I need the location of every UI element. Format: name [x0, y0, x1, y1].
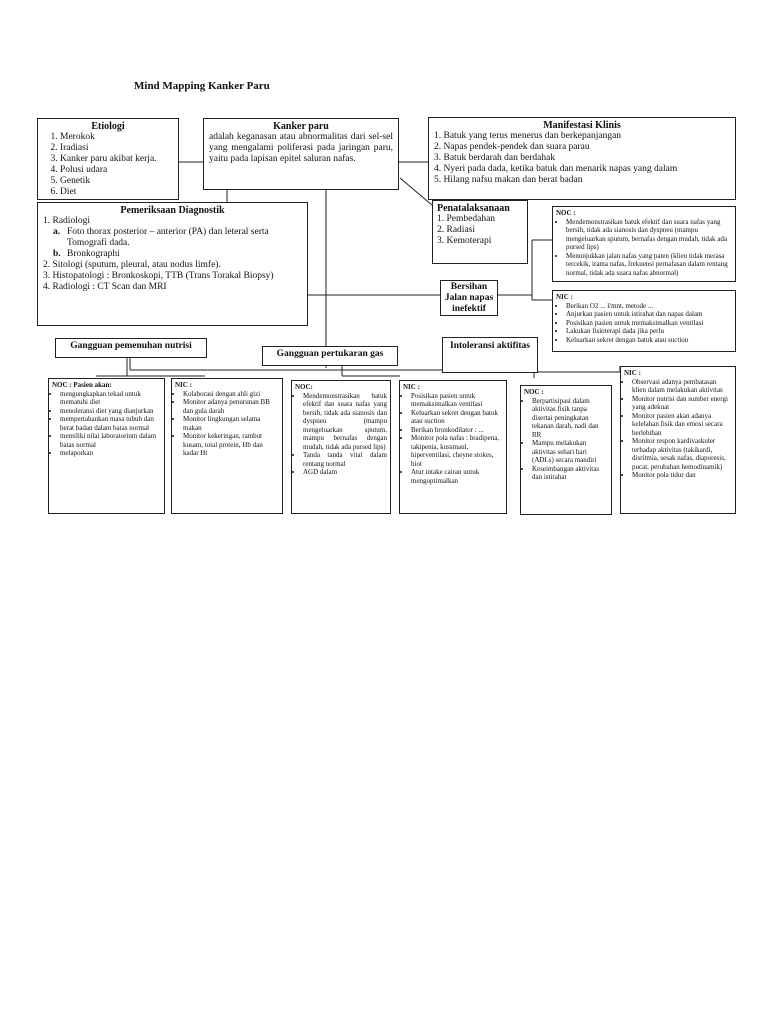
col4-item: • Posisikan pasien untuk memaksimalkan ventilasi	[411, 392, 503, 409]
sub-letter: a.	[53, 227, 61, 237]
col3-item: • Tanda tanda vital dalam rentang normal	[303, 451, 387, 468]
col4-heading: NIC :	[403, 383, 420, 391]
col5-item: • Keseimbangan aktivitas dan istirahat	[532, 465, 608, 482]
col1-heading: NOC : Pasien akan:	[52, 381, 112, 389]
col6-item: • Monitor respon kardivaskuler terhadap aktivitas (takikardi, disritmia, sesak nafas, diaporesis, pucat, perubahan hemodinamik)	[632, 437, 732, 471]
col4-item: • Keluarkan sekret dengan batuk atau suction	[411, 409, 503, 426]
nic-top-list	[556, 302, 732, 345]
penatalaksanaan-box	[432, 200, 528, 264]
gangguan-nutrisi-label: Gangguan pemenuhan nutrisi	[70, 341, 192, 351]
pemeriksaan-item: 2. Sitologi (sputum, pleural, atau nodus limfe).	[43, 260, 221, 270]
etiologi-item: 2. Iradiasi	[60, 143, 174, 154]
manifestasi-item: 4. Nyeri pada dada, ketika batuk dan menarik napas yang dalam	[434, 164, 678, 174]
col4-item: • Monitor pola nafas : bradipena, takipenia, kussmaul, hiperventilasi, cheyne stokes, biot	[411, 434, 503, 468]
etiologi-list	[42, 132, 174, 198]
col6-item: • Monitor pola tidur dan	[632, 471, 732, 480]
col2-heading: NIC :	[175, 381, 192, 389]
col5-item: • Berpartisipasi dalam aktivitas fisik tanpa disertai peningkatan tekanan darah, nadi dan RR	[532, 397, 608, 440]
pemeriksaan-item: 1. Radiologi	[43, 216, 90, 226]
col2-item: • Monitor kekeringan, rambut kusam, total protein, Hb dan kadar Ht	[183, 432, 279, 458]
col2-list	[175, 390, 279, 458]
pemeriksaan-item: 3. Histopatologi : Bronkoskopi, TTB (Trans Torakal Biopsy)	[43, 271, 274, 281]
nic-top-item: • Berikan O2 ... l/mnt, metode ...	[566, 302, 732, 311]
nic-top-item: • Posisikan pasien untuk memaksimalkan ventilasi	[566, 319, 732, 328]
pertukaran-nic-box	[399, 380, 507, 514]
nutrisi-noc-box	[48, 378, 165, 514]
col5-heading: NOC :	[524, 388, 544, 396]
manifestasi-item: 3. Batuk berdarah dan berdahak	[434, 153, 556, 163]
pemeriksaan-subitem	[43, 227, 302, 249]
col3-item: • AGD dalam	[303, 468, 387, 477]
manifestasi-heading: Manifestasi Klinis	[543, 120, 621, 131]
col6-heading: NIC :	[624, 369, 641, 377]
col2-item: • Kolaborasi dengan ahli gizi	[183, 390, 279, 399]
col6-item: • Observasi adanya pembatasan klien dalam melakukan aktivitas	[632, 378, 732, 395]
col1-item: • memiliki nilai laboratorium dalam batas normal	[60, 432, 161, 449]
manifestasi-item: 2. Napas pendek-pendek dan suara parau	[434, 142, 590, 152]
aktifitas-nic-box	[620, 366, 736, 514]
col1-list	[52, 390, 161, 458]
intoleransi-box	[442, 337, 538, 373]
nic-top-item: • Keluarkan sekret dengan batuk atau suction	[566, 336, 732, 345]
bersihan-label: Bersihan Jalan napas inefektif	[444, 282, 494, 314]
col6-list	[624, 378, 732, 480]
col1-item: • menoleransi diet yang dianjurkan	[60, 407, 161, 416]
gangguan-nutrisi-box	[55, 338, 207, 358]
manifestasi-item: 1. Batuk yang terus menerus dan berkepanjangan	[434, 131, 622, 141]
nic-top-item: • Lakukan fisioterapi dada jika perlu	[566, 327, 732, 336]
etiologi-heading: Etiologi	[91, 121, 125, 132]
etiologi-item: 6. Diet	[60, 187, 174, 198]
col6-item: • Monitor pasien akan adanya kelelahan fisik dan emosi secara berlebihan	[632, 412, 732, 438]
etiologi-item: 4. Polusi udara	[60, 165, 174, 176]
kanker-paru-box	[203, 118, 399, 190]
col2-item: • Monitor adanya penurunan BB dan gula darah	[183, 398, 279, 415]
col4-item: • Berikan bronkodilator : ...	[411, 426, 503, 435]
col3-heading: NOC:	[295, 383, 313, 391]
pertukaran-noc-box	[291, 380, 391, 514]
noc-top-list	[556, 218, 732, 278]
intoleransi-label: Intoleransi aktifitas	[450, 341, 530, 351]
nic-top-heading: NIC :	[556, 293, 573, 301]
manifestasi-box	[428, 117, 736, 200]
kanker-heading: Kanker paru	[273, 121, 329, 132]
page-title: Mind Mapping Kanker Paru	[134, 80, 270, 92]
col5-list	[524, 397, 608, 482]
bersihan-jalan-napas-box	[440, 280, 498, 316]
etiologi-item: 5. Genetik	[60, 176, 174, 187]
col1-item: • melaporkan	[60, 449, 161, 458]
col4-item: • Atur intake cairan untuk mengoptimalkan	[411, 468, 503, 485]
manifestasi-item: 5. Hilang nafsu makan dan berat badan	[434, 175, 583, 185]
penatalaksanaan-item: 2. Radiasi	[437, 225, 475, 235]
pemeriksaan-heading: Pemeriksaan Diagnostik	[120, 205, 225, 216]
noc-top-item: • Menunjukkan jalan nafas yang paten (klien tidak merasa tercekik, irama nafas, frekuensi pernafasan dalam rentang normal, tidak ada suara nafas abnormal)	[566, 252, 732, 278]
sub-letter: b.	[53, 249, 61, 259]
noc-top-box	[552, 206, 736, 282]
pemeriksaan-item: 4. Radiologi : CT Scan dan MRI	[43, 282, 167, 292]
gangguan-pertukaran-label: Gangguan pertukaran gas	[276, 349, 384, 359]
penatalaksanaan-item: 3. Kemoterapi	[437, 236, 492, 246]
col6-item: • Monitor nutrisi dan sumber energi yang adekuat	[632, 395, 732, 412]
aktifitas-noc-box	[520, 385, 612, 515]
col3-list	[295, 392, 387, 477]
sub-text: Bronkographi	[67, 249, 120, 259]
gangguan-pertukaran-box	[262, 346, 398, 366]
etiologi-item: 3. Kanker paru akibat kerja.	[60, 154, 174, 165]
col1-item: • mengungkapkan tekad untuk mematuhi diet	[60, 390, 161, 407]
col1-item: • mempertahankan masa tubuh dan berat badan dalam batas normal	[60, 415, 161, 432]
etiologi-box	[37, 118, 179, 200]
sub-text: Foto thorax posterior – anterior (PA) dan leteral serta Tomografi dada.	[67, 227, 269, 248]
kanker-definition: adalah keganasan atau abnormalitas dari sel-sel yang mengalami poliferasi pada jaringan paru, yaitu pada lapisan epitel saluran nafas.	[209, 132, 393, 164]
penatalaksanaan-item: 1. Pembedahan	[437, 214, 496, 224]
col4-list	[403, 392, 503, 486]
noc-top-heading: NOC :	[556, 209, 576, 217]
noc-top-item: • Mendemonstrasikan batuk efektif dan suara nafas yang bersih, tidak ada sianosis dan dyspneu (mampu mengeluarkan sputum, bernafas dengan mudah, tidak ada pursed lips)	[566, 218, 732, 252]
col5-item: • Mampu melakukan aktivitas sehari hari (ADLs) secara mandiri	[532, 439, 608, 465]
nic-top-box	[552, 290, 736, 352]
col3-item: • Mendemonstrasikan batuk efektif dan suara nafas yang bersih, tidak ada sianosis dan dyspneu (mampu mengeluarkan sputum, mampu bernafas dengan mudah, tidak ada pursed lips)	[303, 392, 387, 452]
etiologi-item: 1. Merokok	[60, 132, 174, 143]
pemeriksaan-subitem	[43, 249, 302, 260]
penatalaksanaan-heading: Penatalaksanaan	[437, 203, 510, 214]
nic-top-item: • Anjurkan pasien untuk istirahat dan napas dalam	[566, 310, 732, 319]
col2-item: • Monitor lingkungan selama makan	[183, 415, 279, 432]
nutrisi-nic-box	[171, 378, 283, 514]
pemeriksaan-box	[37, 202, 308, 326]
